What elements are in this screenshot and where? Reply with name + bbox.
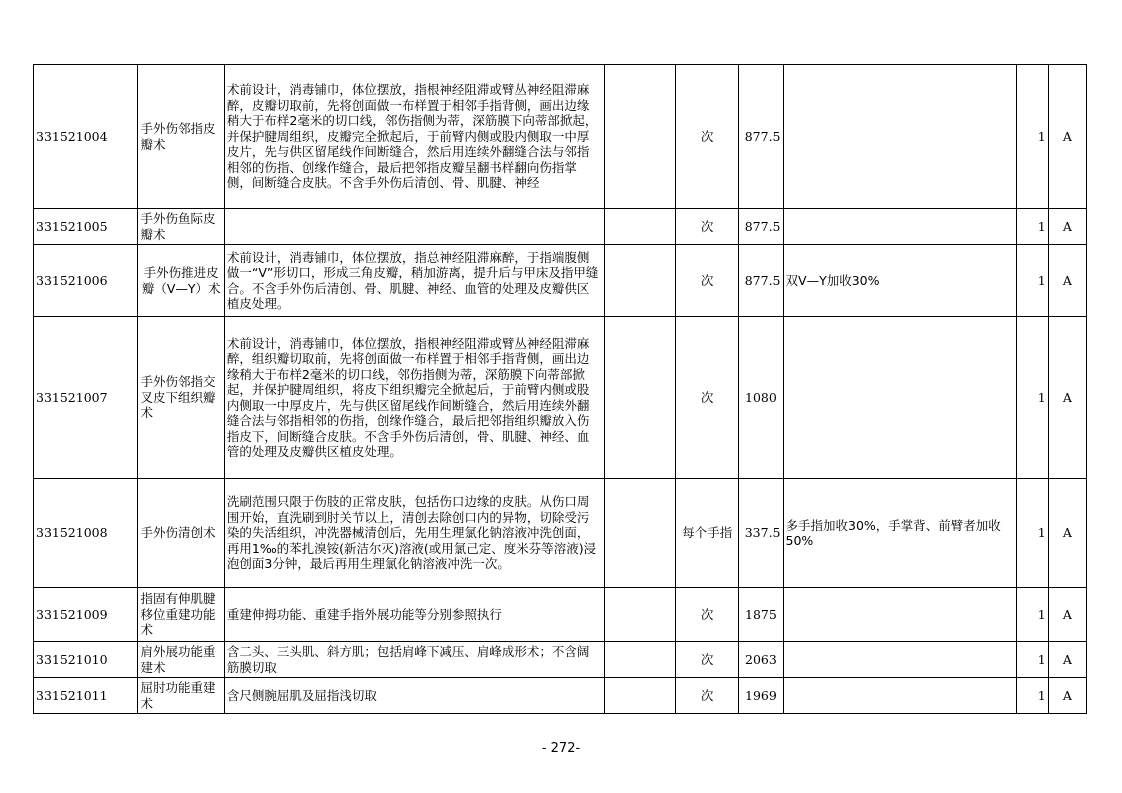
item-unit: 次 <box>676 642 739 678</box>
table-row <box>34 588 1087 642</box>
item-content: 术前设计，消毒铺巾，体位摆放，指根神经阻滞或臂丛神经阻滞麻醉，皮瓣切取前，先将创面做一布样置于相邻手指背侧，画出边缘稍大于布样2毫米的切口线，邻伤指侧为蒂，深筋膜下向蒂部掀起，并保护腱周组织，皮瓣完全掀起后，于前臂内侧或股内侧取一中厚皮片，先与供区留尾线作间断缝合，然后用连续外翻缝合法与邻指相邻的伤指、创缘作缝合，最后把邻指皮瓣呈翻书样翻向伤指掌侧，间断缝合皮肤。不含手外伤后清创、骨、肌腱、神经 <box>224 65 604 209</box>
item-name: 屈肘功能重建术 <box>138 678 224 714</box>
item-code: 331521010 <box>34 642 138 678</box>
page-number: - 272- <box>541 741 581 756</box>
item-price: 1080 <box>739 317 783 479</box>
item-code: 331521008 <box>34 479 138 588</box>
item-price: 337.5 <box>739 479 783 588</box>
table-row <box>34 678 1087 714</box>
item-unit: 次 <box>676 317 739 479</box>
item-notes <box>783 588 1016 642</box>
item-notes: 多手指加收30%，手掌背、前臂者加收50% <box>783 479 1016 588</box>
item-code: 331521006 <box>34 245 138 317</box>
item-unit: 次 <box>676 209 739 245</box>
item-class: A <box>1048 678 1086 714</box>
item-price: 877.5 <box>739 245 783 317</box>
item-class: A <box>1048 588 1086 642</box>
item-unit: 次 <box>676 245 739 317</box>
item-unit: 次 <box>676 678 739 714</box>
item-price: 877.5 <box>739 209 783 245</box>
item-notes <box>783 678 1016 714</box>
item-name: 手外伤鱼际皮瓣术 <box>138 209 224 245</box>
item-content: 重建伸拇功能、重建手指外展功能等分别参照执行 <box>224 588 604 642</box>
item-class: A <box>1048 65 1086 209</box>
item-price: 2063 <box>739 642 783 678</box>
item-excluded <box>604 209 675 245</box>
item-content: 含尺侧腕屈肌及屈指浅切取 <box>224 678 604 714</box>
item-name: 肩外展功能重建术 <box>138 642 224 678</box>
table-row <box>34 65 1087 209</box>
item-excluded <box>604 642 675 678</box>
item-name: 手外伤清创术 <box>138 479 224 588</box>
item-qty: 1 <box>1016 245 1048 317</box>
item-unit: 每个手指 <box>676 479 739 588</box>
item-notes <box>783 65 1016 209</box>
item-content: 含二头、三头肌、斜方肌；包括肩峰下减压、肩峰成形术；不含阔筋膜切取 <box>224 642 604 678</box>
item-name: 手外伤邻指皮瓣术 <box>138 65 224 209</box>
item-price: 1875 <box>739 588 783 642</box>
item-class: A <box>1048 317 1086 479</box>
item-notes: 双V—Y加收30% <box>783 245 1016 317</box>
item-excluded <box>604 245 675 317</box>
item-class: A <box>1048 245 1086 317</box>
item-excluded <box>604 678 675 714</box>
item-excluded <box>604 65 675 209</box>
item-notes <box>783 209 1016 245</box>
item-notes <box>783 642 1016 678</box>
item-excluded <box>604 588 675 642</box>
item-code: 331521011 <box>34 678 138 714</box>
item-notes <box>783 317 1016 479</box>
item-content: 术前设计，消毒铺巾，体位摆放，指根神经阻滞或臂丛神经阻滞麻醉，组织瓣切取前，先将创面做一布样置于相邻手指背侧，画出边缘稍大于布样2毫米的切口线，邻伤指侧为蒂，深筋膜下向蒂部掀起，并保护腱周组织，将皮下组织瓣完全掀起后，于前臂内侧或股内侧取一中厚皮片，先与供区留尾线作间断缝合，然后用连续外翻缝合法与邻指相邻的伤指，创缘作缝合，最后把邻指组织瓣放入伤指皮下，间断缝合皮肤。不含手外伤后清创，骨、肌腱、神经、血管的处理及皮瓣供区植皮处理。 <box>224 317 604 479</box>
table-row <box>34 209 1087 245</box>
item-price: 877.5 <box>739 65 783 209</box>
item-code: 331521007 <box>34 317 138 479</box>
item-content <box>224 209 604 245</box>
fee-table <box>33 64 1087 714</box>
item-class: A <box>1048 209 1086 245</box>
item-qty: 1 <box>1016 65 1048 209</box>
item-qty: 1 <box>1016 642 1048 678</box>
item-code: 331521004 <box>34 65 138 209</box>
table-row <box>34 642 1087 678</box>
item-name: 指固有伸肌腱移位重建功能术 <box>138 588 224 642</box>
item-excluded <box>604 479 675 588</box>
item-content: 洗刷范围只限于伤肢的正常皮肤，包括伤口边缘的皮肤。从伤口周围开始，直洗刷到肘关节以上，清创去除创口内的异物，切除受污染的失活组织，冲洗器械清创后，先用生理氯化钠溶液冲洗创面，再用1‰的苯扎溴铵(新洁尔灭)溶液(或用氯己定、度米芬等溶液)浸泡创面3分钟，最后再用生理氯化钠溶液冲洗一次。 <box>224 479 604 588</box>
table-row <box>34 317 1087 479</box>
item-qty: 1 <box>1016 479 1048 588</box>
item-code: 331521005 <box>34 209 138 245</box>
item-content: 术前设计，消毒铺巾，体位摆放，指总神经阻滞麻醉，于指端腹侧做一“V”形切口，形成三角皮瓣，稍加游离，提升后与甲床及指甲缝合。不含手外伤后清创、骨、肌腱、神经、血管的处理及皮瓣供区植皮处理。 <box>224 245 604 317</box>
item-qty: 1 <box>1016 588 1048 642</box>
item-unit: 次 <box>676 65 739 209</box>
item-class: A <box>1048 479 1086 588</box>
item-price: 1969 <box>739 678 783 714</box>
item-code: 331521009 <box>34 588 138 642</box>
item-name: 手外伤邻指交叉皮下组织瓣术 <box>138 317 224 479</box>
item-qty: 1 <box>1016 209 1048 245</box>
item-qty: 1 <box>1016 678 1048 714</box>
item-unit: 次 <box>676 588 739 642</box>
item-class: A <box>1048 642 1086 678</box>
table-row <box>34 479 1087 588</box>
item-excluded <box>604 317 675 479</box>
item-name: 手外伤推进皮瓣（V—Y）术 <box>138 245 224 317</box>
item-qty: 1 <box>1016 317 1048 479</box>
table-row <box>34 245 1087 317</box>
